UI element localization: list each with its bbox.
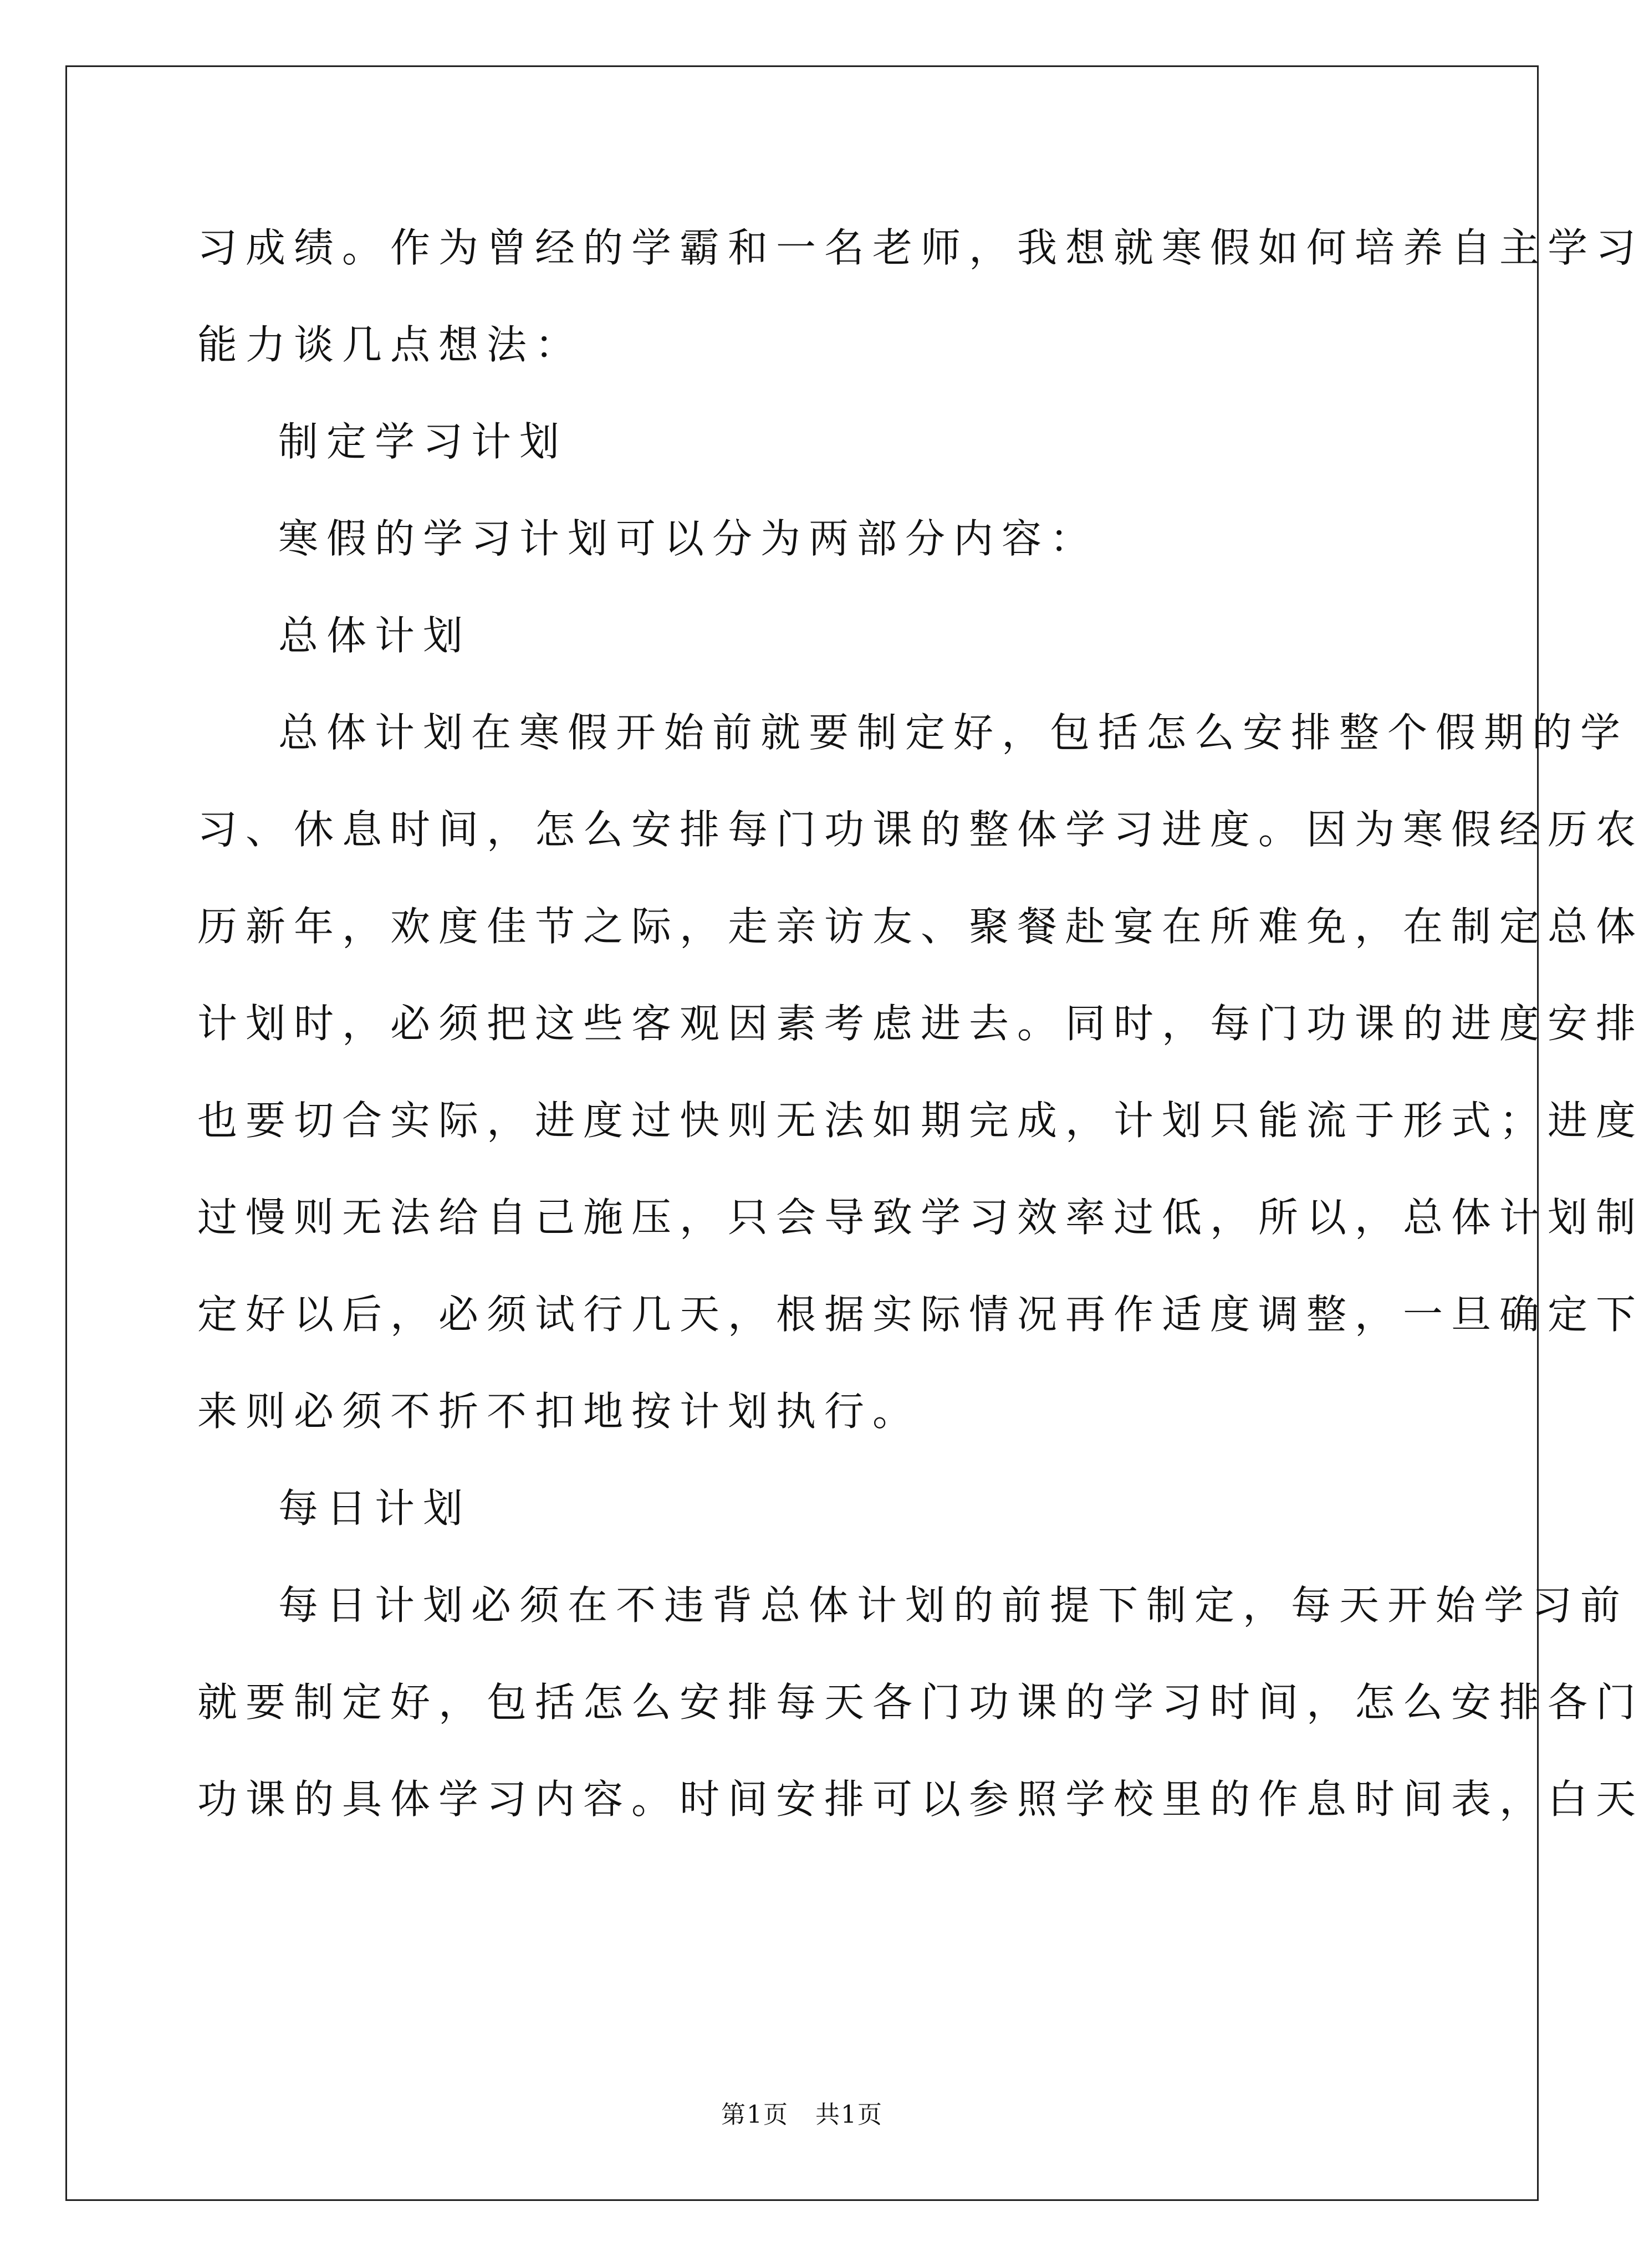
paragraph-start-line: 每日计划必须在不违背总体计划的前提下制定，每天开始学习前	[278, 1582, 1629, 1629]
text-line: 定好以后，必须试行几天，根据实际情况再作适度调整，一旦确定下	[197, 1291, 1644, 1338]
text-line: 习成绩。作为曾经的学霸和一名老师，我想就寒假如何培养自主学习	[197, 224, 1644, 271]
paragraph-start-line: 总体计划在寒假开始前就要制定好，包括怎么安排整个假期的学	[278, 709, 1629, 756]
text-line: 过慢则无法给自己施压，只会导致学习效率过低，所以，总体计划制	[197, 1194, 1644, 1241]
current-page-label: 第1页	[721, 2101, 789, 2129]
text-line: 习、休息时间，怎么安排每门功课的整体学习进度。因为寒假经历农	[197, 806, 1644, 853]
text-line: 就要制定好，包括怎么安排每天各门功课的学习时间，怎么安排各门	[197, 1679, 1644, 1726]
text-line: 寒假的学习计划可以分为两部分内容：	[278, 515, 1099, 562]
text-line: 计划时，必须把这些客观因素考虑进去。同时，每门功课的进度安排	[197, 1000, 1644, 1047]
text-line: 也要切合实际，进度过快则无法如期完成，计划只能流于形式；进度	[197, 1097, 1644, 1144]
document-body	[197, 199, 1644, 1848]
section-heading: 制定学习计划	[278, 418, 568, 465]
text-line: 来则必须不折不扣地按计划执行。	[197, 1388, 921, 1435]
subsection-heading: 每日计划	[278, 1485, 472, 1532]
subsection-heading: 总体计划	[278, 612, 472, 659]
text-line: 能力谈几点想法：	[197, 321, 584, 368]
text-line: 功课的具体学习内容。时间安排可以参照学校里的作息时间表，白天	[197, 1776, 1644, 1822]
page-footer	[0, 2095, 1604, 2130]
text-line: 历新年，欢度佳节之际，走亲访友、聚餐赴宴在所难免，在制定总体	[197, 903, 1644, 950]
total-pages-label: 共1页	[815, 2101, 883, 2129]
